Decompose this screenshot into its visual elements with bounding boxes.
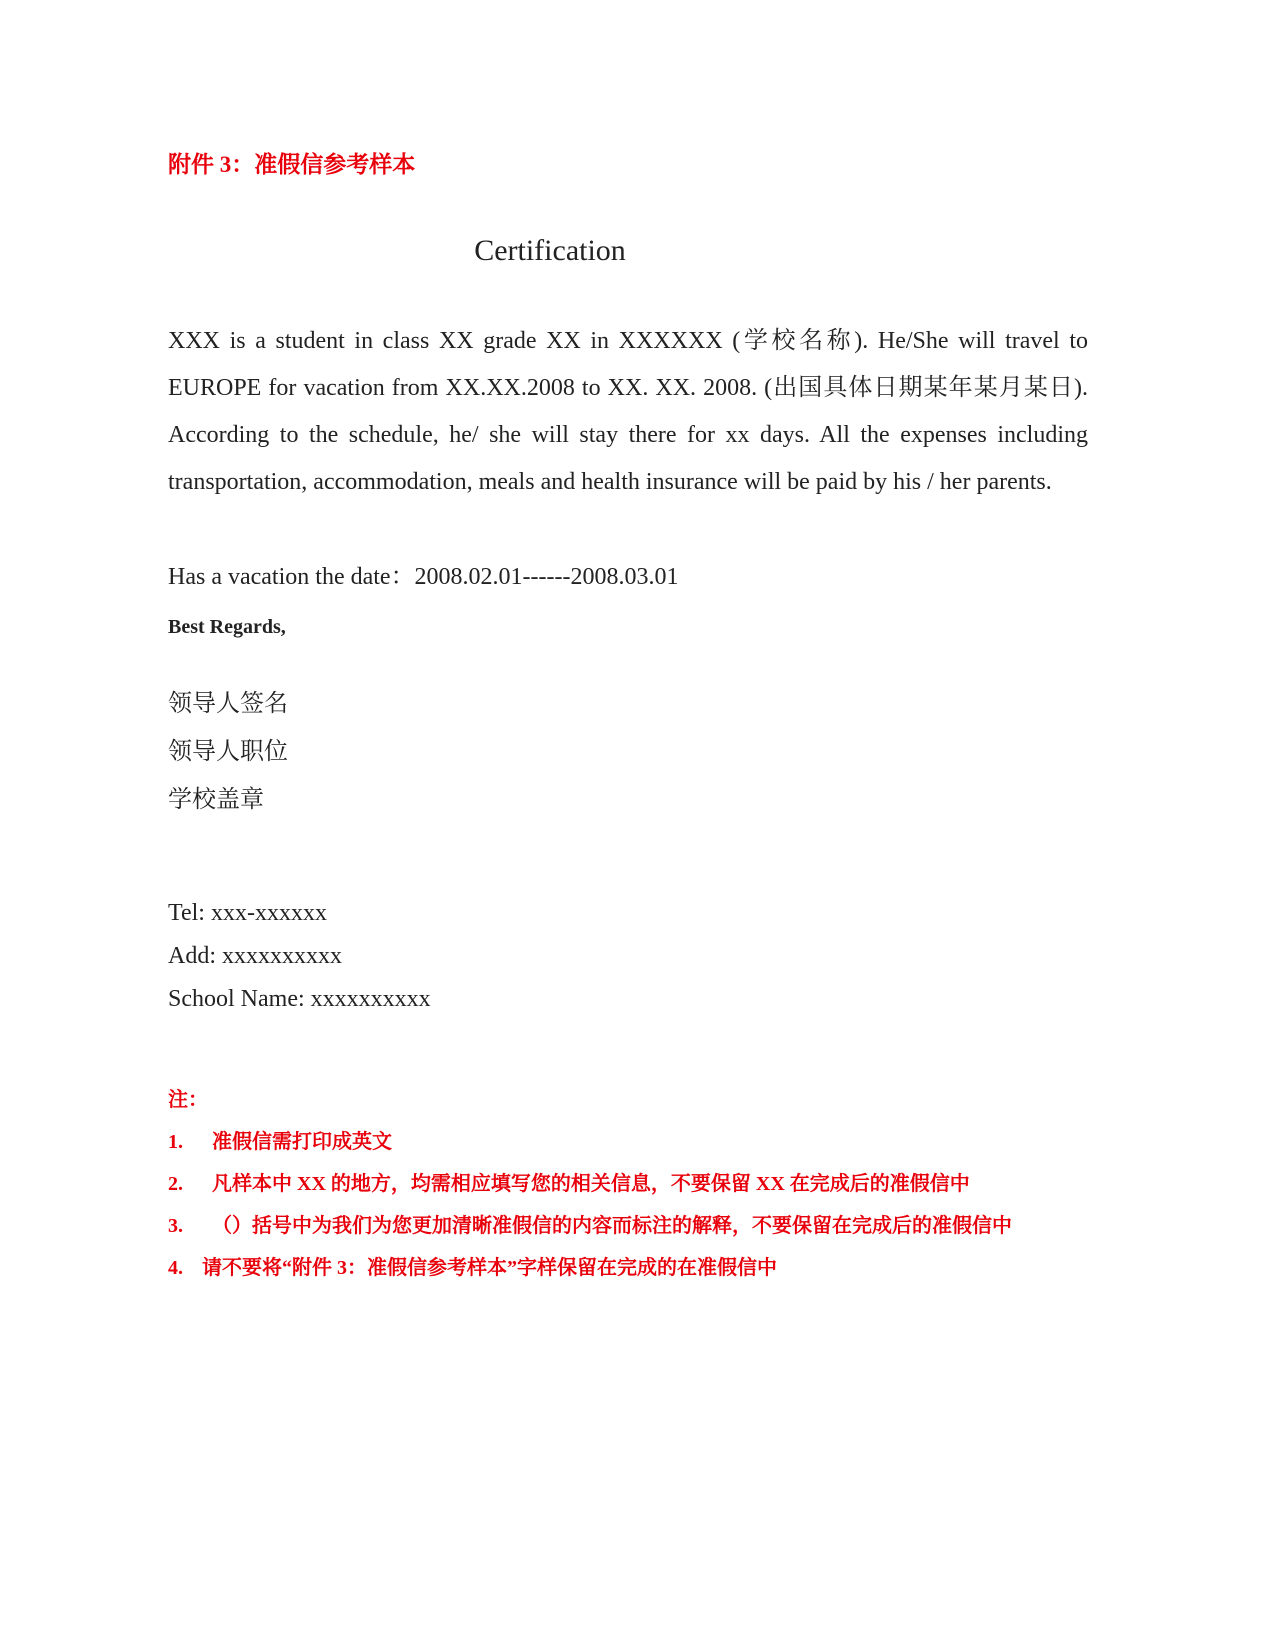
contact-address: Add: xxxxxxxxxx — [168, 943, 342, 969]
document-title: Certification — [474, 234, 626, 267]
note-text: 请不要将“附件 3：准假信参考样本”字样保留在完成的在准假信中 — [202, 1257, 777, 1279]
certification-body: XXX is a student in class XX grade XX in XXXXXX (学校名称). He/She will travel to EUROPE for vacation from XX.XX.2008 to XX. XX. 2008. (出国具体日期某年某月某日). According to the schedule, he/ she will stay there for xx days. All the expenses including transportation, accommodation, meals and health insurance will be paid by his / her parents. — [168, 328, 1088, 495]
note-item — [168, 1125, 392, 1154]
notes-label: 注： — [168, 1089, 208, 1111]
note-item — [168, 1167, 970, 1196]
closing-regards: Best Regards, — [168, 616, 286, 638]
note-item — [168, 1251, 777, 1280]
note-number: 2. — [168, 1173, 183, 1195]
note-number: 1. — [168, 1131, 183, 1153]
leader-signature-line: 领导人签名 — [168, 691, 288, 717]
note-text: （）括号中为我们为您更加清晰准假信的内容而标注的解释，不要保留在完成后的准假信中 — [212, 1215, 1012, 1237]
note-number: 3. — [168, 1215, 183, 1237]
note-text: 准假信需打印成英文 — [212, 1131, 392, 1153]
note-text: 凡样本中 XX 的地方，均需相应填写您的相关信息，不要保留 XX 在完成后的准假信中 — [212, 1173, 970, 1195]
contact-tel: Tel: xxx-xxxxxx — [168, 900, 327, 926]
attachment-heading: 附件 3：准假信参考样本 — [168, 152, 416, 177]
contact-school-name: School Name: xxxxxxxxxx — [168, 986, 431, 1012]
note-item — [168, 1209, 1012, 1238]
vacation-date-line: Has a vacation the date：2008.02.01------2008.03.01 — [168, 564, 679, 590]
leader-position-line: 领导人职位 — [168, 739, 288, 765]
school-seal-line: 学校盖章 — [168, 787, 264, 813]
note-number: 4. — [168, 1257, 183, 1279]
